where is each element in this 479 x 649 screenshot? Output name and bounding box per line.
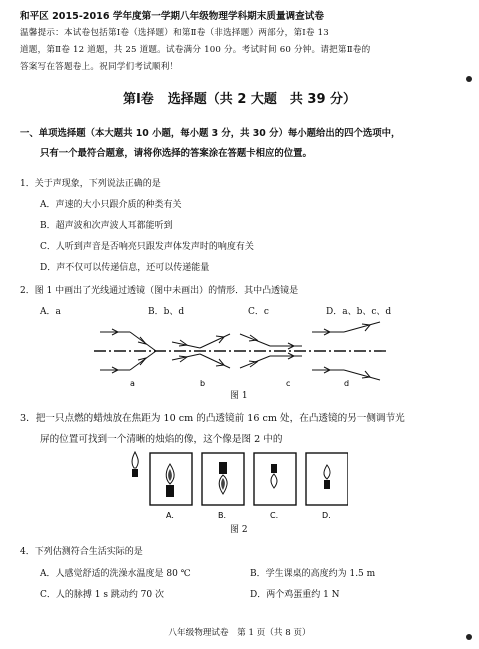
fig2-label-d: D. bbox=[322, 511, 331, 520]
exam-title: 和平区 2015-2016 学年度第一学期八年级物理学科期末质量调查试卷 bbox=[20, 11, 324, 22]
figure-2-candle-images bbox=[128, 450, 348, 525]
fig1-label-d: d bbox=[344, 379, 350, 388]
image-option-a bbox=[150, 453, 192, 505]
fig2-label-c: C. bbox=[270, 511, 279, 520]
tip-line-3: 答案写在答题卷上。祝同学们考试顺利！ bbox=[20, 62, 179, 72]
section-heading-right: 选择题（共 2 大题 共 39 分） bbox=[167, 92, 357, 107]
tip-line-2: 道题，第Ⅱ卷 12 道题，共 25 道题。试卷满分 100 分。考试时间 60 分钟。请把第Ⅱ卷的 bbox=[20, 45, 371, 55]
q3-line-1: 3．把一只点燃的蜡烛放在焦距为 10 cm 的凸透镜前 16 cm 处，在凸透镜的另一侧调节光 bbox=[20, 413, 405, 424]
instruction-line-1: 一、单项选择题（本大题共 10 小题，每小题 3 分，共 30 分）每小题给出的四个选项中， bbox=[20, 128, 401, 139]
q4-stem: 4．下列估测符合生活实际的是 bbox=[20, 547, 143, 557]
q1-option-b: B．超声波和次声波人耳都能听到 bbox=[40, 221, 173, 231]
fig2-label-b: B. bbox=[218, 511, 227, 520]
fig1-label-c: c bbox=[286, 379, 291, 388]
diagram-a bbox=[100, 329, 156, 373]
q2-stem: 2．图 1 中画出了光线通过透镜（图中未画出）的情形．其中凸透镜是 bbox=[20, 286, 299, 296]
page-footer: 八年级物理试卷 第 1 页（共 8 页） bbox=[168, 628, 311, 638]
binder-hole bbox=[466, 76, 472, 82]
q1-stem: 1．关于声现象，下列说法正确的是 bbox=[20, 179, 161, 189]
figure-1-ray-diagrams bbox=[90, 320, 390, 398]
q4-option-a: A．人感觉舒适的洗澡水温度是 80 ℃ bbox=[40, 569, 191, 579]
fig1-label-b: b bbox=[200, 379, 206, 388]
q2-option-d: D．a、b、c、d bbox=[326, 307, 392, 317]
instruction-line-2: 只有一个最符合题意，请将你选择的答案涂在答题卡相应的位置。 bbox=[40, 148, 312, 159]
figure-1-caption: 图 1 bbox=[230, 391, 248, 401]
tip-line-1: 温馨提示：本试卷包括第Ⅰ卷（选择题）和第Ⅱ卷（非选择题）两部分，第Ⅰ卷 13 bbox=[20, 28, 329, 38]
section-heading-left: 第Ⅰ卷 bbox=[122, 92, 154, 107]
q1-option-a: A．声速的大小只跟介质的种类有关 bbox=[40, 200, 182, 210]
q2-option-c: C．c bbox=[248, 307, 269, 317]
q4-option-d: D．两个鸡蛋重约 1 N bbox=[250, 590, 340, 600]
candle-icon bbox=[132, 452, 138, 477]
q2-option-a: A．a bbox=[40, 307, 61, 317]
fig2-label-a: A. bbox=[166, 511, 174, 520]
figure-2-caption: 图 2 bbox=[230, 525, 248, 535]
q1-option-c: C．人听到声音是否响亮只跟发声体发声时的响度有关 bbox=[40, 242, 254, 252]
q4-option-b: B．学生课桌的高度约为 1.5 m bbox=[250, 569, 376, 579]
binder-hole bbox=[466, 634, 472, 640]
section-heading bbox=[0, 88, 479, 107]
q4-option-c: C．人的脉搏 1 s 跳动约 70 次 bbox=[40, 590, 164, 600]
image-option-d bbox=[306, 453, 348, 505]
fig1-label-a: a bbox=[130, 379, 135, 388]
q1-option-d: D．声不仅可以传递信息，还可以传递能量 bbox=[40, 263, 210, 273]
q3-line-2: 屏的位置可找到一个清晰的烛焰的像，这个像是图 2 中的 bbox=[40, 434, 283, 445]
image-option-b bbox=[202, 453, 244, 505]
q2-option-b: B．b、d bbox=[148, 307, 185, 317]
image-option-c bbox=[254, 453, 296, 505]
